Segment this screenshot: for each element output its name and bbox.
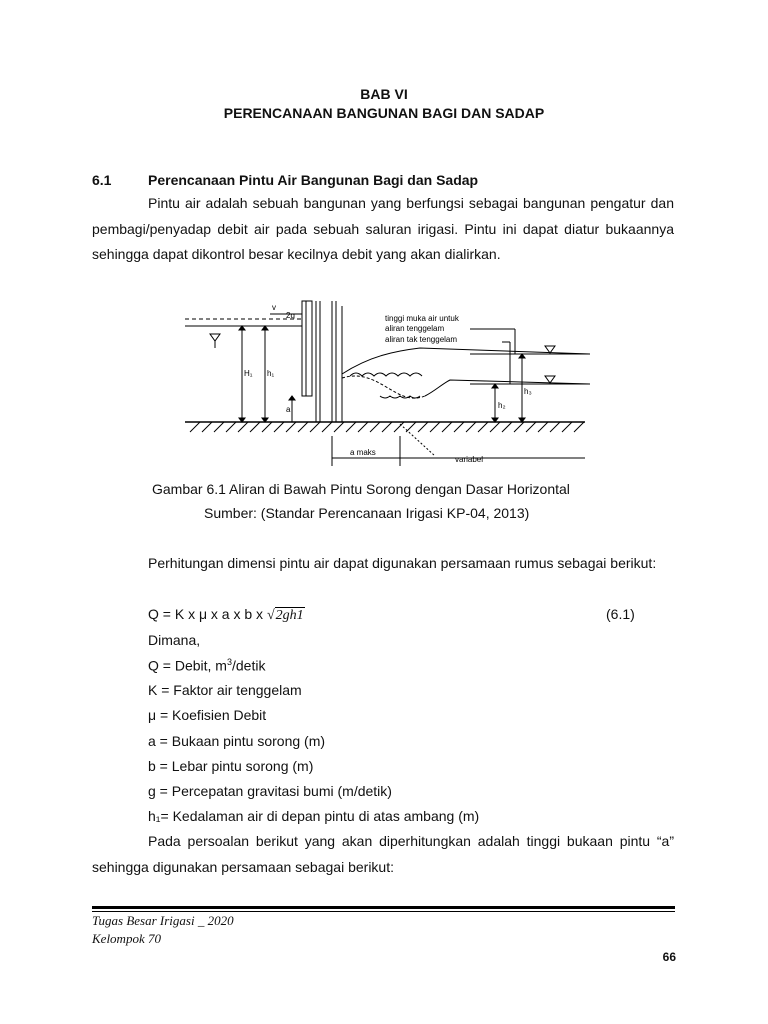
label-note-2: aliran tenggelam: [385, 324, 445, 333]
definition-b: b = Lebar pintu sorong (m): [148, 758, 314, 774]
equation-radicand: 2gh1: [275, 608, 304, 623]
paragraph-closing: Pada persoalan berikut yang akan diperhitungkan adalah tinggi bukaan pintu “a” sehingga digunakan persamaan sebagai berikut:: [92, 833, 674, 875]
figure-caption: Gambar 6.1 Aliran di Bawah Pintu Sorong dengan Dasar Horizontal: [152, 481, 570, 497]
paragraph-intro: Pintu air adalah sebuah bangunan yang berfungsi sebagai bangunan pengatur dan pembagi/penyadap debit air pada sebuah saluran irigasi. Pintu ini dapat diatur bukaannya sehingga dapat dikontrol besar kecilnya debit yang akan dialirkan.: [92, 195, 674, 262]
definition-q-text: Q = Debit, m: [148, 657, 227, 674]
definition-k: K = Faktor air tenggelam: [148, 682, 302, 698]
footer-rule-thin: [92, 911, 675, 912]
label-h2: h₂: [498, 401, 506, 410]
footer-group: Kelompok 70: [92, 931, 161, 946]
label-h3: h₃: [524, 387, 532, 396]
equation-sqrt: √2gh1: [266, 608, 304, 623]
label-H1: H₁: [244, 369, 253, 378]
where-label: Dimana,: [148, 632, 201, 648]
equation-lhs: Q = K x μ x a x b x: [148, 606, 264, 622]
sluice-gate-figure: [180, 296, 590, 468]
equation: [148, 606, 305, 624]
definition-h1: h₁= Kedalaman air di depan pintu di atas ambang (m): [148, 808, 480, 824]
label-variabel: variabel: [455, 455, 484, 464]
chapter-number: BAB VI: [360, 86, 408, 102]
definition-a: a = Bukaan pintu sorong (m): [148, 733, 326, 749]
label-a-maks: a maks: [350, 448, 376, 457]
definition-mu: μ = Koefisien Debit: [148, 707, 267, 723]
footer-course: Tugas Besar Irigasi _ 2020: [92, 913, 234, 928]
chapter-title: PERENCANAAN BANGUNAN BAGI DAN SADAP: [223, 105, 545, 121]
label-velocity-head: v: [272, 303, 276, 312]
figure-source: Sumber: (Standar Perencanaan Irigasi KP-04, 2013): [204, 505, 530, 521]
label-2g: 2g: [286, 311, 295, 320]
definition-q-unit: /detik: [231, 657, 266, 674]
definition-g: g = Percepatan gravitasi bumi (m/detik): [148, 783, 392, 799]
label-h1: h₁: [267, 369, 275, 378]
section-number: 6.1: [92, 172, 112, 188]
section-title: Perencanaan Pintu Air Bangunan Bagi dan Sadap: [148, 172, 479, 188]
label-note-1: tinggi muka air untuk: [385, 314, 459, 323]
page-number: 66: [662, 950, 676, 964]
paragraph-formula-intro: Perhitungan dimensi pintu air dapat digunakan persamaan rumus sebagai berikut:: [148, 555, 657, 571]
label-a: a: [286, 405, 291, 414]
footer-rule-thick: [92, 906, 675, 909]
equation-number: (6.1): [606, 606, 635, 622]
definition-q: [148, 657, 265, 674]
label-note-3: aliran tak tenggelam: [385, 335, 458, 344]
definition-q-sup: 3: [226, 657, 232, 667]
